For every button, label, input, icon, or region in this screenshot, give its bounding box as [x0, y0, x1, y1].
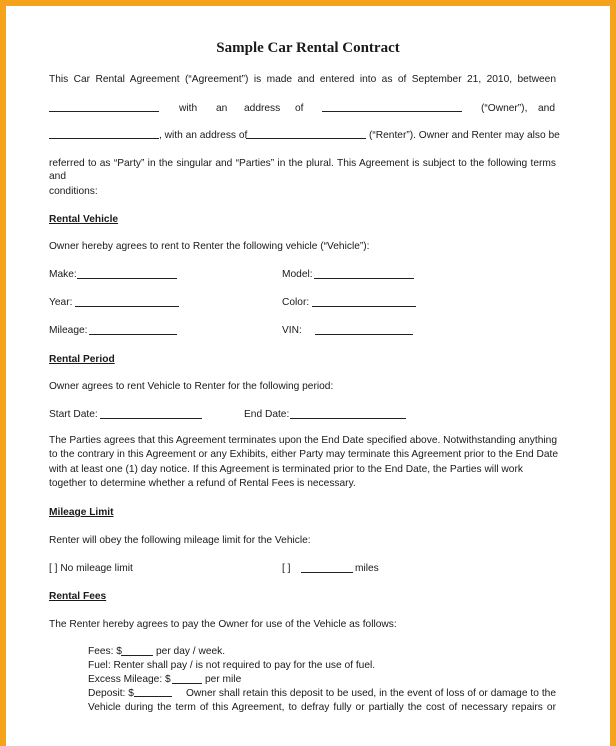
- termination-paragraph: The Parties agrees that this Agreement terminates upon the End Date specified above. Notwithstanding anything to the contrary in this Agreement or any Exhibits, either Party may terminate this Agreement prior to the End Date with at least one (1) day notice. If this Agreement is terminated prior to the End Date, the Parties will work together to determine whether a refund of Rental Fees is necessary.: [49, 435, 559, 489]
- mileage-limit-heading: Mileage Limit: [49, 507, 114, 518]
- make-blank[interactable]: [77, 269, 177, 279]
- start-date-blank[interactable]: [100, 409, 202, 419]
- excess-mileage-suffix: per mile: [205, 674, 242, 685]
- intro-address: address: [244, 103, 281, 114]
- mileage-limit-blank[interactable]: [301, 563, 353, 573]
- miles-label: miles: [355, 563, 379, 574]
- fees-blank[interactable]: [121, 646, 153, 656]
- fees-suffix: per day / week.: [156, 646, 226, 657]
- intro-with: with: [179, 103, 198, 114]
- year-label: Year:: [49, 297, 73, 308]
- fuel-line: Fuel: Renter shall pay / is not required to pay for the use of fuel.: [88, 660, 376, 671]
- excess-mileage-blank[interactable]: [172, 674, 202, 684]
- end-date-label: End Date:: [244, 409, 290, 420]
- deposit-text: Owner shall retain this deposit to be used, in the event of loss of or damage to the: [186, 688, 556, 699]
- deposit-line-2: Vehicle during the term of this Agreement, to defray fully or partially the cost of necessary repairs or: [88, 702, 556, 713]
- intro-line-5: conditions:: [49, 186, 98, 197]
- renter-address-blank[interactable]: [246, 129, 366, 139]
- vin-label: VIN:: [282, 325, 302, 336]
- rental-vehicle-heading: Rental Vehicle: [49, 214, 119, 225]
- document-title: Sample Car Rental Contract: [216, 40, 400, 56]
- intro-owner: (“Owner”),: [481, 103, 528, 114]
- fees-label: Fees: $: [88, 646, 122, 657]
- intro-line-1: This Car Rental Agreement (“Agreement”) is made and entered into as of September 21, 2010, between: [49, 74, 556, 85]
- deposit-label: Deposit: $: [88, 688, 134, 699]
- rental-fees-desc: The Renter hereby agrees to pay the Owner for use of the Vehicle as follows:: [49, 619, 397, 630]
- color-label: Color:: [282, 297, 310, 308]
- end-date-blank[interactable]: [290, 409, 406, 419]
- party-two-name-blank[interactable]: [49, 129, 159, 139]
- intro-line-4: referred to as “Party” in the singular and “Parties” in the plural. This Agreement is subject to the following terms and: [49, 158, 556, 182]
- intro-and: and: [538, 103, 555, 114]
- intro-renter: (“Renter”). Owner and Renter may also be: [369, 130, 560, 141]
- party-one-name-blank[interactable]: [49, 102, 159, 112]
- vin-blank[interactable]: [315, 325, 413, 335]
- year-blank[interactable]: [75, 297, 179, 307]
- mileage-label: Mileage:: [49, 325, 88, 336]
- no-mileage-limit-checkbox[interactable]: [ ] No mileage limit: [49, 563, 133, 574]
- mileage-limit-desc: Renter will obey the following mileage limit for the Vehicle:: [49, 535, 311, 546]
- intro-an: an: [216, 103, 228, 114]
- rental-fees-heading: Rental Fees: [49, 591, 107, 602]
- excess-mileage-label: Excess Mileage: $: [88, 674, 171, 685]
- rental-period-desc: Owner agrees to rent Vehicle to Renter for the following period:: [49, 381, 334, 392]
- mileage-blank[interactable]: [89, 325, 177, 335]
- make-label: Make:: [49, 269, 77, 280]
- rental-vehicle-desc: Owner hereby agrees to rent to Renter the following vehicle (“Vehicle”):: [49, 241, 370, 252]
- intro-with-address: , with an address of: [159, 130, 248, 141]
- document-page: [6, 6, 610, 746]
- intro-of: of: [295, 103, 304, 114]
- color-blank[interactable]: [312, 297, 416, 307]
- model-blank[interactable]: [314, 269, 414, 279]
- rental-period-heading: Rental Period: [49, 354, 115, 365]
- model-label: Model:: [282, 269, 313, 280]
- mileage-limit-checkbox[interactable]: [ ]: [282, 563, 291, 574]
- deposit-blank[interactable]: [134, 687, 172, 697]
- owner-address-blank[interactable]: [322, 102, 462, 112]
- start-date-label: Start Date:: [49, 409, 98, 420]
